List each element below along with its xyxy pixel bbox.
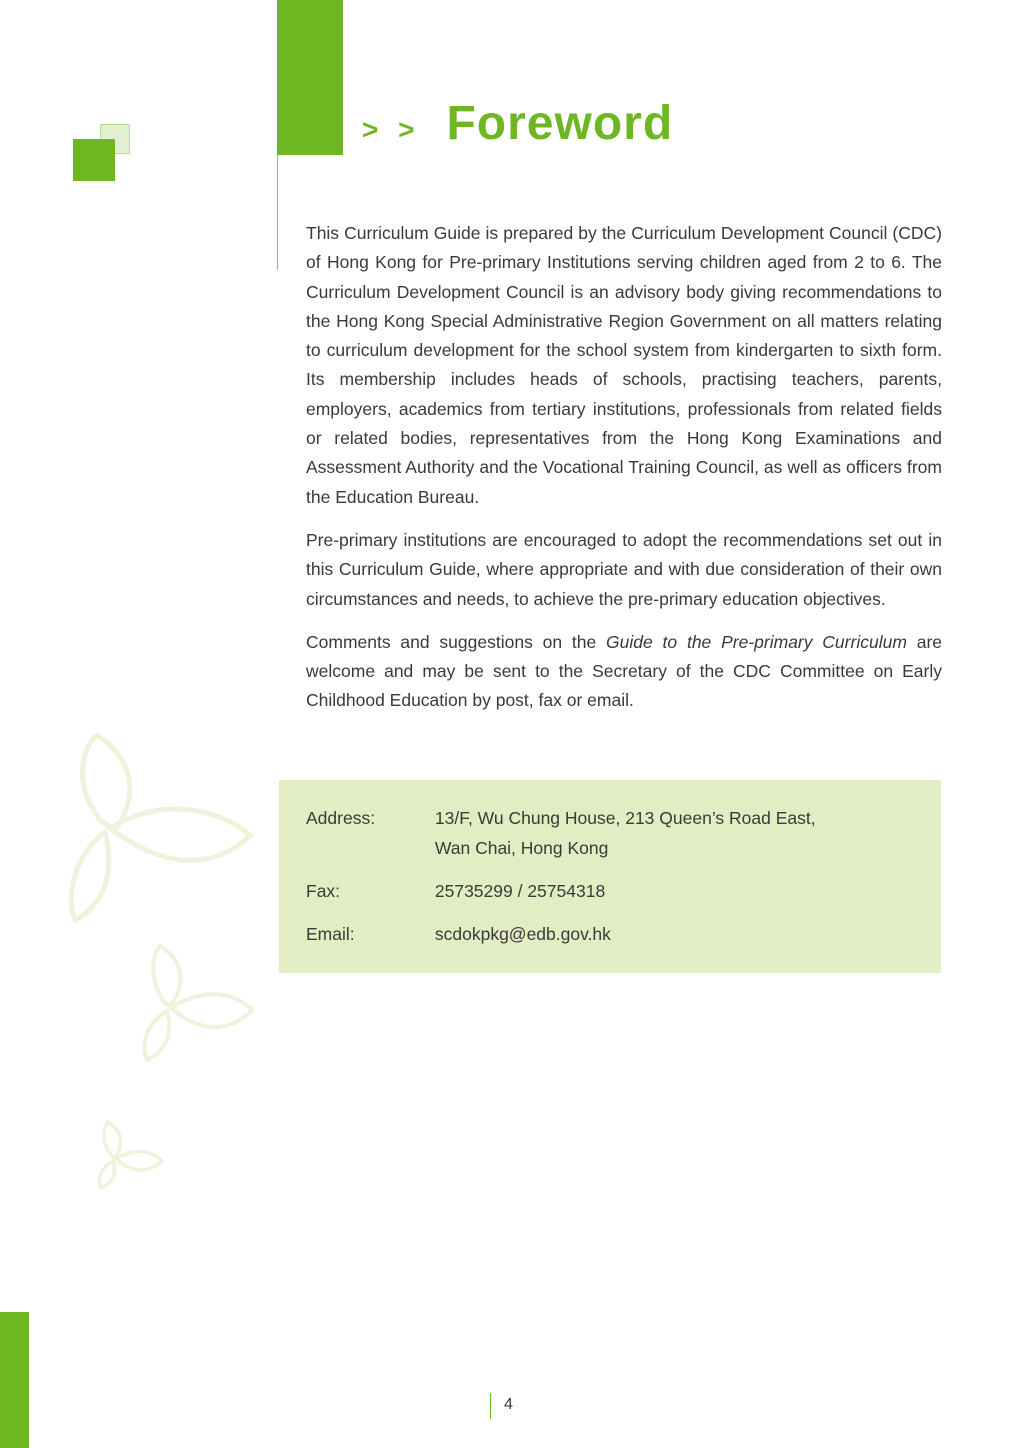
trefoil-medium-icon [135, 938, 260, 1068]
green-square-decoration [73, 139, 115, 181]
address-label: Address: [306, 808, 376, 828]
page-number-divider [490, 1393, 491, 1419]
email-value[interactable]: scdokpkg@edb.gov.hk [434, 924, 611, 944]
address-row [306, 803, 816, 863]
fax-value: 25735299 / 25754318 [434, 881, 606, 901]
paragraph-comments-start: Comments and suggestions on the [306, 631, 607, 652]
bottom-green-band [0, 1312, 29, 1448]
top-green-band [277, 0, 343, 155]
vertical-rule [277, 155, 278, 270]
guide-title-italic: Guide to the Pre-primary Curriculum [606, 631, 907, 652]
paragraph-comments [306, 628, 942, 716]
paragraph-comments-end: are welcome and may be sent to the Secretary of the CDC Committee on Early Childhood Education by post, fax or email. [306, 631, 943, 711]
contact-box [279, 780, 941, 973]
trefoil-small-icon [92, 1118, 167, 1193]
fax-label: Fax: [306, 881, 341, 901]
address-line-1: 13/F, Wu Chung House, 213 Queen’s Road East, [434, 808, 816, 828]
trefoil-large-icon [55, 720, 265, 935]
email-row [306, 919, 611, 949]
foreword-body [306, 219, 942, 730]
chevron-right-icon: > > [362, 114, 421, 145]
address-line-2: Wan Chai, Hong Kong [434, 838, 609, 858]
address-value [435, 803, 816, 863]
page-title: Foreword [446, 97, 674, 150]
page-header [362, 96, 673, 156]
paragraph-intro: This Curriculum Guide is prepared by the Curriculum Development Council (CDC) of Hong Kong for Pre-primary Institutions serving children aged from 2 to 6. The Curriculum Development Council is an advisory body giving recommendations to the Hong Kong Special Administrative Region Government on all matters relating to curriculum development for the school system from kindergarten to sixth form. Its membership includes heads of schools, practising teachers, parents, employers, academics from tertiary institutions, professionals from related fields or related bodies, representatives from the Hong Kong Examinations and Assessment Authority and the Vocational Training Council, as well as officers from the Education Bureau. [306, 223, 942, 507]
page-number: 4 [504, 1396, 513, 1413]
paragraph-encouragement: Pre-primary institutions are encouraged to adopt the recommendations set out in this Curriculum Guide, where appropriate and with due consideration of their own circumstances and needs, to achieve the pre-primary education objectives. [306, 529, 942, 609]
email-label: Email: [306, 924, 355, 944]
fax-row [306, 876, 605, 906]
